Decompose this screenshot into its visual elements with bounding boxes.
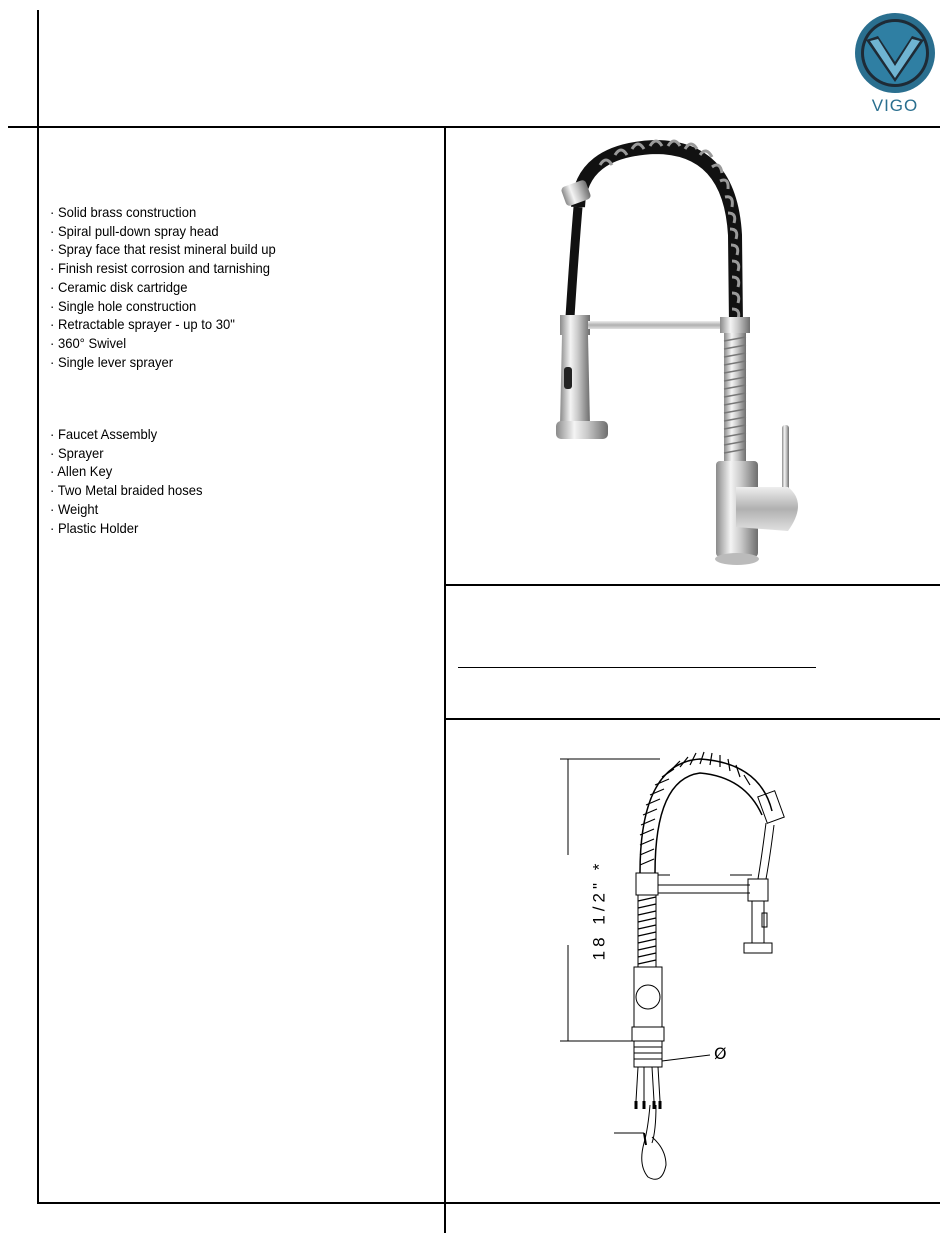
height-dimension-label: 18 1/2" * xyxy=(589,859,609,961)
include-item: · Faucet Assembly xyxy=(50,425,202,444)
feature-item: · Solid brass construction xyxy=(50,203,276,222)
include-item: · Sprayer xyxy=(50,444,202,463)
column-divider xyxy=(444,127,446,1233)
drawing-section-divider xyxy=(445,718,940,720)
faucet-product-photo xyxy=(540,135,830,575)
photo-section-divider xyxy=(445,584,940,586)
feature-item: · Spray face that resist mineral build up xyxy=(50,240,276,259)
signature-line xyxy=(458,667,816,668)
include-item: · Allen Key xyxy=(50,462,202,481)
include-item: · Two Metal braided hoses xyxy=(50,481,202,500)
feature-item: · Single lever sprayer xyxy=(50,353,276,372)
header-divider xyxy=(8,126,940,128)
feature-item: · 360° Swivel xyxy=(50,334,276,353)
feature-item: · Finish resist corrosion and tarnishing xyxy=(50,259,276,278)
feature-item: · Retractable sprayer - up to 30" xyxy=(50,315,276,334)
feature-item: · Spiral pull-down spray head xyxy=(50,222,276,241)
include-item: · Weight xyxy=(50,500,202,519)
vigo-emblem-icon xyxy=(850,10,940,96)
feature-item: · Ceramic disk cartridge xyxy=(50,278,276,297)
left-vertical-rule xyxy=(37,10,39,1204)
logo-text: VIGO xyxy=(871,96,919,115)
vigo-logo xyxy=(850,10,940,118)
footer-divider xyxy=(37,1202,940,1204)
feature-item: · Single hole construction xyxy=(50,297,276,316)
features-list xyxy=(50,203,276,371)
includes-list xyxy=(50,425,202,537)
include-item: · Plastic Holder xyxy=(50,519,202,538)
diameter-symbol: Ø xyxy=(714,1044,727,1063)
faucet-technical-drawing xyxy=(540,745,800,1195)
